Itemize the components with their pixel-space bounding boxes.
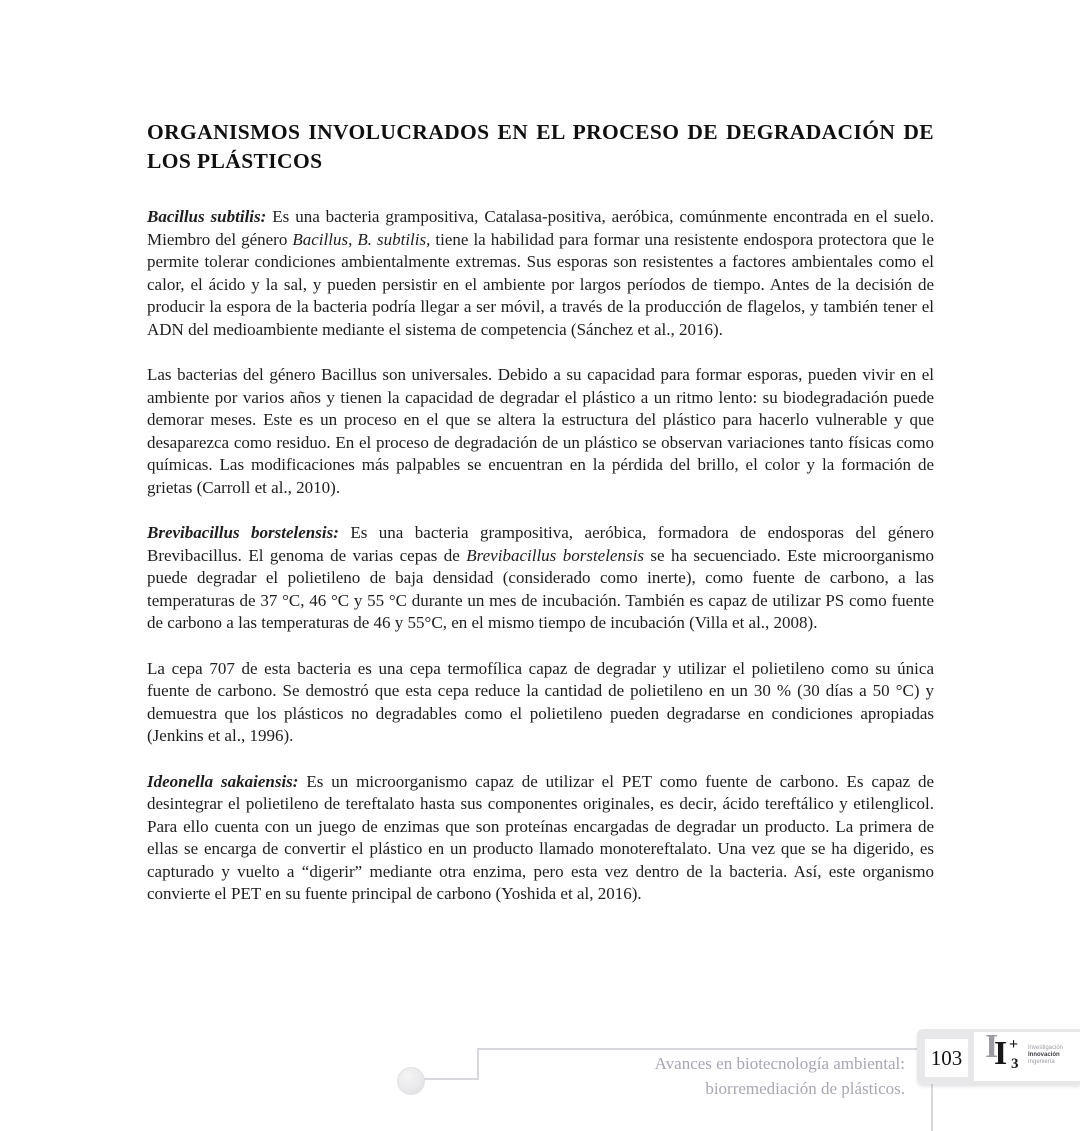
logo-letter-i-gray: I [985,1028,999,1065]
paragraph [147,771,934,906]
logo-tagline-line3: Ingeniería [1028,1059,1055,1065]
footer-bar [917,1029,1080,1084]
logo-tagline [1028,1045,1063,1066]
paragraph [147,364,934,499]
book-title-line2: biorremediación de plásticos. [705,1079,905,1098]
footer-circle-ornament [397,1067,425,1095]
text-run: La cepa 707 de esta bacteria es una cepa termofílica capaz de degradar y utilizar el polietileno como su única fuente de carbono. Se demostró que esta cepa reduce la cantidad de polietileno en un 30 % (30 días a 50 °C) y demuestra que los plásticos no degradables como el polietileno pueden degradarse en condiciones apropiadas (Jenkins et al., 1996). [147,658,934,745]
text-run: Bacillus, B. subtilis, [292,229,431,249]
paragraph [147,658,934,748]
page-content [147,118,934,906]
text-run: Ideonella sakaiensis: [147,771,307,791]
logo-tagline-line2: Innovación [1028,1052,1060,1058]
text-run: Brevibacillus borstelensis [466,545,644,565]
logo-plus-sign: + [1009,1036,1019,1053]
paragraphs-container [147,206,934,906]
footer-connector-line [424,1078,479,1080]
book-title-line1: Avances en biotecnología ambiental: [654,1054,905,1073]
page-number: 103 [925,1039,968,1077]
footer-connector-line [477,1048,918,1050]
text-run: Es un microorganismo capaz de utilizar el PET como fuente de carbono. Es capaz de desintegrar el polietileno de tereftalato hasta sus componentes originales, es decir, ácido tereftálico y etilenglicol. Para ello cuenta con un juego de enzimas que son proteínas encargadas de degradar un producto. La primera de ellas se encarga de convertir el plástico en un producto llamado monotereftalato. Una vez que se ha digerido, es capturado y vuelto a “digerir” mediante otra enzima, pero esta vez dentro de la bacteria. Así, este organismo convierte el PET en su fuente principal de carbono (Yoshida et al, 2016). [147,771,934,903]
text-run: Es una bacteria grampositiva, Catalasa-positiva, aeróbica, comúnmente encontrada en el suelo. Miembro del género [147,207,934,249]
logo-tagline-line1: Investigación [1028,1045,1064,1051]
footer-connector-line [931,1084,933,1131]
book-title [505,1051,905,1101]
logo-letter-i-black: I [994,1035,1008,1072]
paragraph [147,522,934,635]
footer-connector-line [477,1048,479,1080]
text-run: Brevibacillus borstelensis: [147,523,351,542]
paragraph [147,206,934,341]
logo-subscript-3: 3 [1011,1056,1019,1072]
text-run: Las bacterias del género Bacillus son universales. Debido a su capacidad para formar esporas, pueden vivir en el ambiente por varios años y tienen la capacidad de degradar el plástico a un ritmo lento: su biodegradación puede demorar meses. Este es un proceso en el que se altera la estructura del plástico para hacerlo vulnerable y que desaparezca como residuo. En el proceso de degradación de un plástico se observan variaciones tanto físicas como químicas. Las modificaciones más palpables se encuentran en la pérdida del brillo, el color y la formación de grietas (Carroll et al., 2010). [147,365,934,497]
text-run: tiene la habilidad para formar una resistente endospora protectora que le permite tolerar condiciones ambientalmente extremas. Sus esporas son resistentes a factores ambientales como el calor, el ácido y la sal, y pueden persistir en el ambiente por largos períodos de tiempo. Antes de la decisión de producir la espora de la bacteria podría llegar a ser móvil, a través de la producción de flagelos, y también tener el ADN del medioambiente mediante el sistema de competencia (Sánchez et al., 2016). [147,229,934,339]
publisher-logo [974,1028,1080,1081]
text-run: Bacillus subtilis: [147,207,273,226]
text-run: Es una bacteria grampositiva, aeróbica, formadora de endosporas del género Brevibacillus. El genoma de varias cepas de [147,523,934,565]
section-title: ORGANISMOS INVOLUCRADOS EN EL PROCESO DE DEGRADACIÓN DE LOS PLÁSTICOS [147,120,934,173]
text-run: se ha secuenciado. Este microorganismo puede degradar el polietileno de baja densidad (considerado como inerte), como fuente de carbono, a las temperaturas de 37 °C, 46 °C y 55 °C durante un mes de incubación. También es capaz de utilizar PS como fuente de carbono a las temperaturas de 46 y 55°C, en el mismo tiempo de incubación (Villa et al., 2008). [147,545,934,632]
